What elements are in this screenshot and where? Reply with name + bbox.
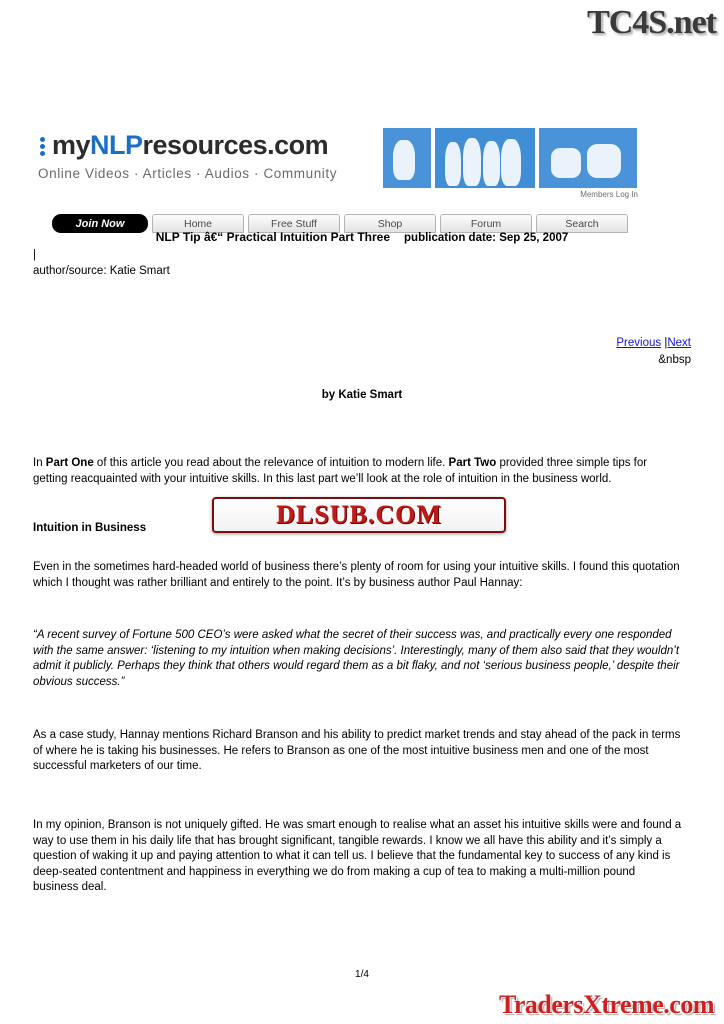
dlsub-watermark: DLSUB.COM xyxy=(212,497,506,533)
paragraph-quote: “A recent survey of Fortune 500 CEO’s were asked what the secret of their success was, and practically every one responded with the same answer: ‘listening to my intuition when making decisions’. Interestingly, many of them also said that they wouldn’t admit it publicly. Perhaps they think that others would regard them as a bit flaky, and not ‘serious business people,’ despite their obvious success.” xyxy=(33,629,680,688)
nav-item-join-now[interactable]: Join Now xyxy=(52,214,148,233)
logo-tagline: Online Videos · Articles · Audios · Community xyxy=(38,166,338,181)
logo-wordmark xyxy=(38,130,378,161)
page-number: 1/4 xyxy=(355,969,369,980)
author-source: author/source: Katie Smart xyxy=(33,265,170,277)
pager-separator: | xyxy=(664,337,668,349)
banner-photo-strip xyxy=(383,128,638,190)
byline: by Katie Smart xyxy=(321,389,403,401)
pipe-separator: | xyxy=(33,249,36,261)
nav-item-shop[interactable]: Shop xyxy=(344,214,436,233)
next-link[interactable]: Next xyxy=(667,337,691,349)
banner-photo-3 xyxy=(539,128,637,188)
site-logo[interactable] xyxy=(38,130,378,181)
subheading-intuition-in-business: Intuition in Business xyxy=(33,522,147,534)
tc4s-watermark: TC4S.net xyxy=(587,4,716,41)
nav-item-forum[interactable]: Forum xyxy=(440,214,532,233)
logo-nlp: NLP xyxy=(90,130,143,160)
paragraph-even: Even in the sometimes hard-headed world of business there’s plenty of room for using your intuitive skills. I found this quotation which I thought was rather brilliant and entirely to the point. It’s by business author Paul Hannay: xyxy=(33,561,680,589)
banner-photo-1 xyxy=(383,128,431,188)
nbsp-text: &nbsp xyxy=(658,354,691,366)
article-title: NLP Tip â€“ Practical Intuition Part Three xyxy=(155,230,391,244)
tradersxtreme-watermark: TradersXtreme.com xyxy=(498,990,714,1019)
previous-link[interactable]: Previous xyxy=(616,337,662,349)
nav-item-free-stuff[interactable]: Free Stuff xyxy=(248,214,340,233)
logo-resources: resources.com xyxy=(142,130,329,160)
logo-dots-icon xyxy=(38,135,52,157)
paragraph-intro: In Part One of this article you read about the relevance of intuition to modern life. Part Two provided three simple tips for getting reacquainted with your intuitive skills. In this last part we’ll look at the role of intuition in the business world. xyxy=(33,457,648,485)
paragraph-case-study: As a case study, Hannay mentions Richard Branson and his ability to predict market trends and stay ahead of the pack in terms of where he is taking his businesses. He refers to Branson as one of the most intuitive business men and one of the most successful marketers of our time. xyxy=(33,729,681,772)
nav-item-search[interactable]: Search xyxy=(536,214,628,233)
article-pager xyxy=(616,336,691,351)
members-login-link[interactable]: Members Log In xyxy=(580,190,638,199)
article-title-line xyxy=(33,230,691,246)
logo-my: my xyxy=(52,130,91,160)
paragraph-opinion: In my opinion, Branson is not uniquely gifted. He was smart enough to realise what an asset his intuitive skills were and found a way to use them in his daily life that has brought significant, tangible rewards. I know we all have this ability and it’s simply a question of waking it up and paying attention to what it can tell us. I believe that the fundamental key to success of any kind is deep-seated contentment and happiness in everything we do from making a cup of tea to making a multi-million pound business deal. xyxy=(33,819,682,893)
publication-date: publication date: Sep 25, 2007 xyxy=(404,232,569,244)
banner-photo-2 xyxy=(435,128,535,188)
nav-item-home[interactable]: Home xyxy=(152,214,244,233)
